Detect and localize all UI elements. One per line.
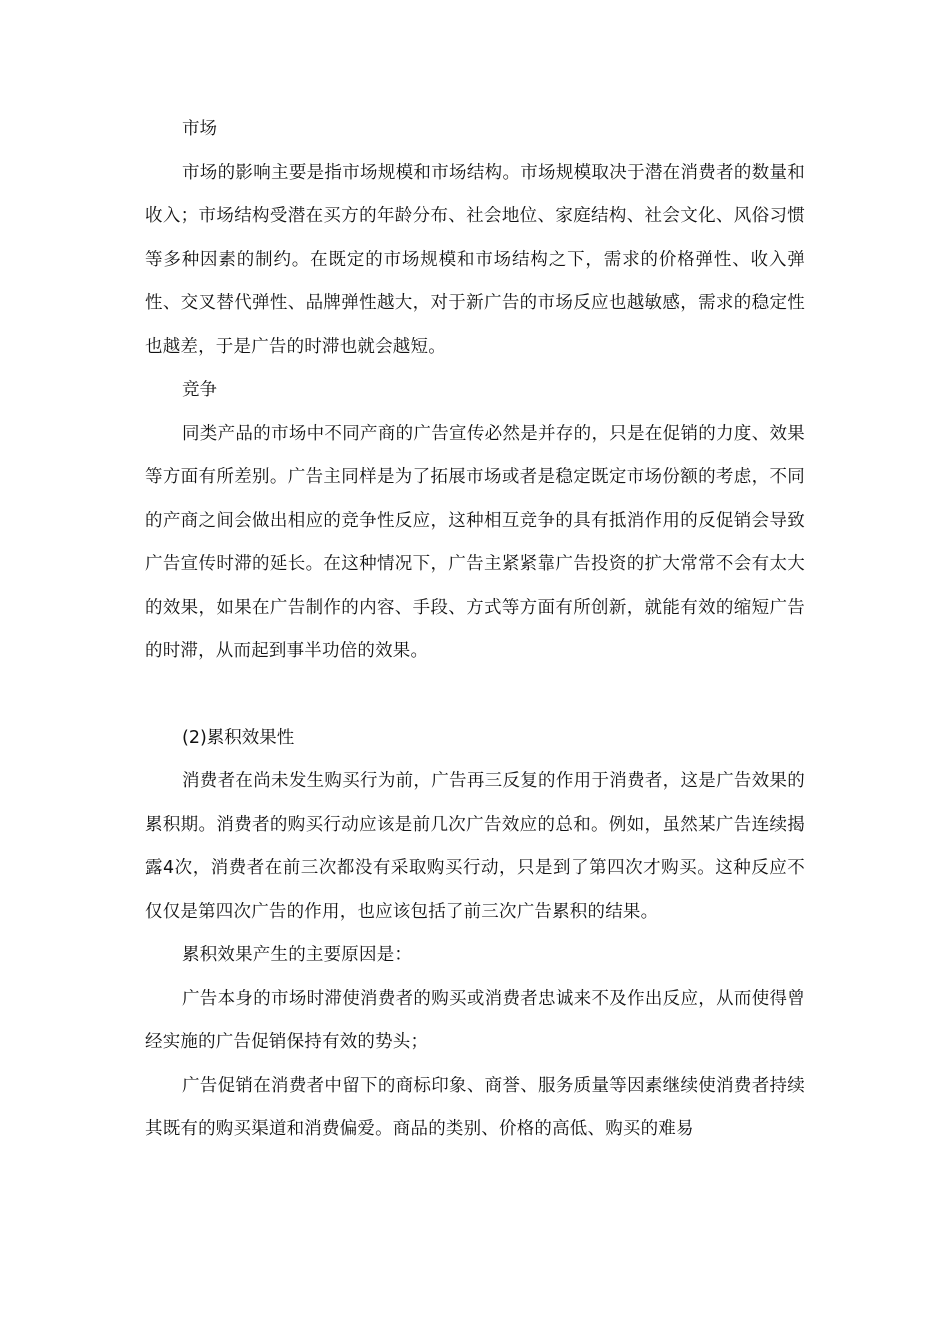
paragraph-cause-time-lag: 广告本身的市场时滞使消费者的购买或消费者忠诚来不及作出反应，从而使得曾经实施的广告促销保持有效的势头； [145, 988, 805, 1052]
document-body [145, 108, 805, 1152]
section-heading-competition: 竞争 [182, 380, 217, 400]
paragraph-market: 市场的影响主要是指市场规模和市场结构。市场规模取决于潜在消费者的数量和收入；市场结构受潜在买方的年龄分布、社会地位、家庭结构、社会文化、风俗习惯等多种因素的制约。在既定的市场规模和市场结构之下，需求的价格弹性、收入弹性、交叉替代弹性、品牌弹性越大，对于新广告的市场反应也越敏感，需求的稳定性也越差，于是广告的时滞也就会越短。 [145, 162, 805, 357]
paragraph-competition: 同类产品的市场中不同产商的广告宣传必然是并存的，只是在促销的力度、效果等方面有所差别。广告主同样是为了拓展市场或者是稳定既定市场份额的考虑，不同的产商之间会做出相应的竞争性反应，这种相互竞争的具有抵消作用的反促销会导致广告宣传时滞的延长。在这种情况下，广告主紧紧靠广告投资的扩大常常不会有太大的效果，如果在广告制作的内容、手段、方式等方面有所创新，就能有效的缩短广告的时滞，从而起到事半功倍的效果。 [145, 423, 805, 661]
paragraph-cumulative-intro: 消费者在尚未发生购买行为前，广告再三反复的作用于消费者，这是广告效果的累积期。消费者的购买行动应该是前几次广告效应的总和。例如，虽然某广告连续揭露4次，消费者在前三次都没有采取购买行动，只是到了第四次才购买。这种反应不仅仅是第四次广告的作用，也应该包括了前三次广告累积的结果。 [145, 771, 805, 922]
section-heading-market: 市场 [182, 119, 217, 139]
section-spacer [145, 674, 805, 717]
paragraph-cause-brand-impression: 广告促销在消费者中留下的商标印象、商誉、服务质量等因素继续使消费者持续其既有的购买渠道和消费偏爱。商品的类别、价格的高低、购买的难易 [145, 1075, 805, 1139]
section-heading-cumulative-effect: (2)累积效果性 [182, 727, 295, 748]
paragraph-cumulative-causes: 累积效果产生的主要原因是： [182, 945, 413, 965]
